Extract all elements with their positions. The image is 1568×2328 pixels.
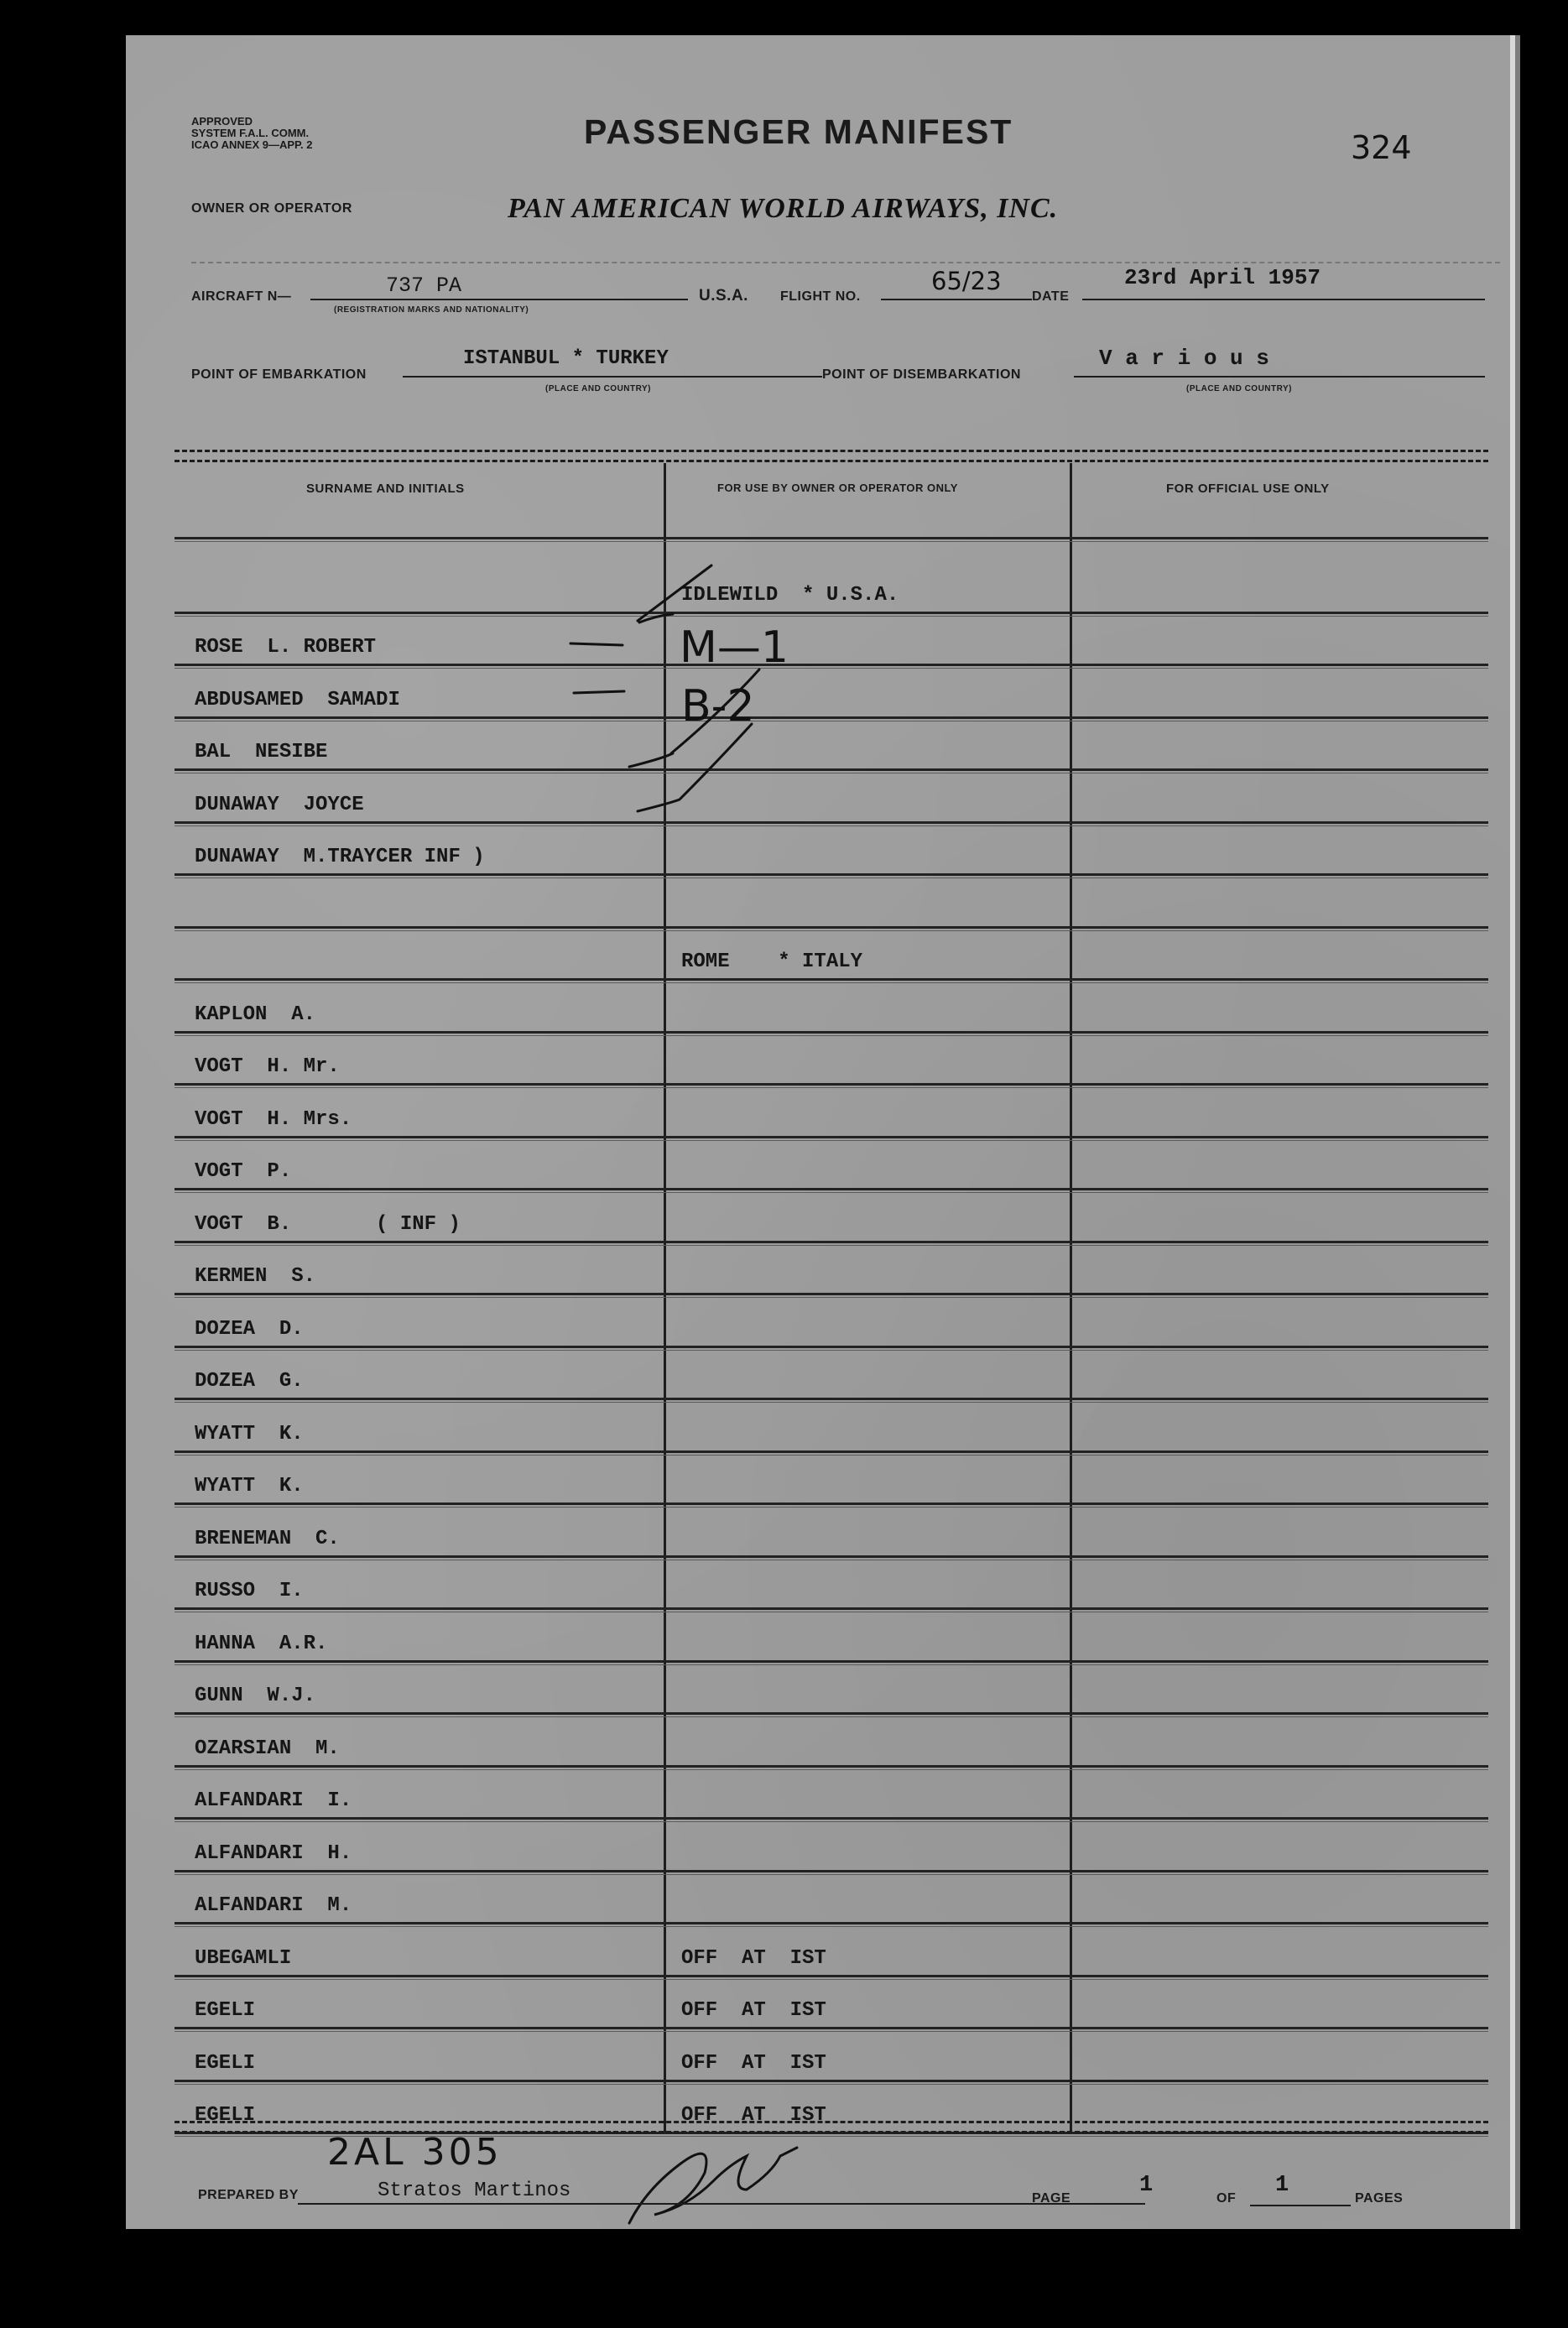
passenger-name: DUNAWAY JOYCE bbox=[195, 793, 364, 816]
passenger-name: ALFANDARI I. bbox=[195, 1789, 352, 1812]
of-label: OF bbox=[1216, 2191, 1237, 2206]
aircraft-value: 737 PA bbox=[386, 273, 462, 298]
approval-line-1: APPROVED bbox=[191, 115, 253, 128]
prepared-value: Stratos Martinos bbox=[378, 2180, 571, 2202]
passenger-name: WYATT K. bbox=[195, 1475, 304, 1497]
passenger-name: ROSE L. ROBERT bbox=[195, 636, 377, 659]
passenger-name: ALFANDARI H. bbox=[195, 1841, 352, 1865]
page-reference-number: 324 bbox=[1351, 129, 1412, 166]
handwritten-marks bbox=[126, 35, 1510, 2229]
manifest-sheet bbox=[126, 35, 1510, 2229]
operator-note: OFF AT IST bbox=[681, 1999, 826, 2022]
flight-value: 65/23 bbox=[931, 267, 1002, 295]
passenger-name: VOGT H. Mrs. bbox=[195, 1107, 352, 1131]
embark-value: ISTANBUL * TURKEY bbox=[463, 347, 669, 370]
passenger-name: VOGT P. bbox=[195, 1160, 292, 1183]
operator-note: OFF AT IST bbox=[681, 2051, 826, 2075]
flight-label: FLIGHT NO. bbox=[780, 289, 861, 304]
approval-line-2: SYSTEM F.A.L. COMM. bbox=[191, 127, 310, 139]
passenger-name: KAPLON A. bbox=[195, 1003, 316, 1026]
usa-label: U.S.A. bbox=[699, 287, 748, 305]
check-mark-3 bbox=[638, 724, 752, 811]
embark-label: POINT OF EMBARKATION bbox=[191, 367, 367, 382]
passenger-name: ALFANDARI M. bbox=[195, 1894, 352, 1917]
passenger-name: ABDUSAMED SAMADI bbox=[195, 688, 400, 711]
handwritten-code-2: B-2 bbox=[681, 681, 755, 732]
passenger-name: VOGT H. Mr. bbox=[195, 1055, 340, 1078]
column-header-owner: FOR USE BY OWNER OR OPERATOR ONLY bbox=[717, 482, 958, 494]
passenger-name: BRENEMAN C. bbox=[195, 1527, 340, 1550]
passenger-name: EGELI bbox=[195, 2051, 256, 2075]
dash-mark-1 bbox=[570, 643, 623, 645]
pages-underline bbox=[1250, 2205, 1351, 2206]
column-header-official: FOR OFFICIAL USE ONLY bbox=[1166, 482, 1330, 496]
disembark-label: POINT OF DISEMBARKATION bbox=[822, 367, 1021, 382]
prepared-label: PREPARED BY bbox=[198, 2188, 299, 2202]
aircraft-label: AIRCRAFT N— bbox=[191, 289, 292, 304]
passenger-name: RUSSO I. bbox=[195, 1580, 304, 1602]
passenger-name: UBEGAMLI bbox=[195, 1946, 292, 1970]
signature-scribble bbox=[629, 2148, 797, 2223]
passenger-name: OZARSIAN M. bbox=[195, 1737, 340, 1760]
total-pages: 1 bbox=[1275, 2173, 1289, 2198]
passenger-name: GUNN W.J. bbox=[195, 1685, 316, 1707]
passenger-name: DUNAWAY M.TRAYCER INF ) bbox=[195, 846, 485, 868]
prepared-underline bbox=[298, 2203, 1145, 2205]
page-number: 1 bbox=[1139, 2173, 1154, 2198]
pages-label: PAGES bbox=[1355, 2191, 1404, 2206]
embark-caption: (PLACE AND COUNTRY) bbox=[545, 384, 651, 393]
date-label: DATE bbox=[1032, 289, 1070, 304]
column-header-surname: SURNAME AND INITIALS bbox=[306, 482, 465, 496]
passenger-name: DOZEA G. bbox=[195, 1370, 304, 1393]
dash-mark-2 bbox=[574, 691, 624, 693]
page-title: PASSENGER MANIFEST bbox=[584, 112, 1013, 151]
operator-note: OFF AT IST bbox=[681, 1946, 826, 1970]
handwritten-code-1: M—1 bbox=[680, 622, 789, 673]
passenger-name: VOGT B. ( INF ) bbox=[195, 1212, 461, 1236]
page-label: PAGE bbox=[1032, 2191, 1071, 2206]
handwritten-bottom-code: 2AL 305 bbox=[327, 2131, 503, 2174]
passenger-name: EGELI bbox=[195, 2104, 256, 2127]
owner-value: PAN AMERICAN WORLD AIRWAYS, INC. bbox=[508, 193, 1059, 224]
disembark-caption: (PLACE AND COUNTRY) bbox=[1186, 384, 1292, 393]
operator-note: OFF AT IST bbox=[681, 2104, 826, 2127]
passenger-name: DOZEA D. bbox=[195, 1317, 304, 1341]
operator-note: ROME * ITALY bbox=[681, 950, 863, 973]
approval-line-3: ICAO ANNEX 9—APP. 2 bbox=[191, 138, 313, 151]
passenger-name: HANNA A.R. bbox=[195, 1632, 328, 1655]
check-mark-1 bbox=[638, 565, 711, 622]
passenger-name: KERMEN S. bbox=[195, 1265, 316, 1288]
passenger-name: BAL NESIBE bbox=[195, 741, 328, 763]
operator-note: IDLEWILD * U.S.A. bbox=[681, 583, 899, 607]
aircraft-caption: (REGISTRATION MARKS AND NATIONALITY) bbox=[334, 305, 529, 315]
passenger-name: WYATT K. bbox=[195, 1422, 304, 1445]
date-value: 23rd April 1957 bbox=[1124, 265, 1321, 290]
passenger-name: EGELI bbox=[195, 1999, 256, 2022]
disembark-value: V a r i o u s bbox=[1099, 346, 1269, 371]
owner-label: OWNER OR OPERATOR bbox=[191, 201, 352, 216]
